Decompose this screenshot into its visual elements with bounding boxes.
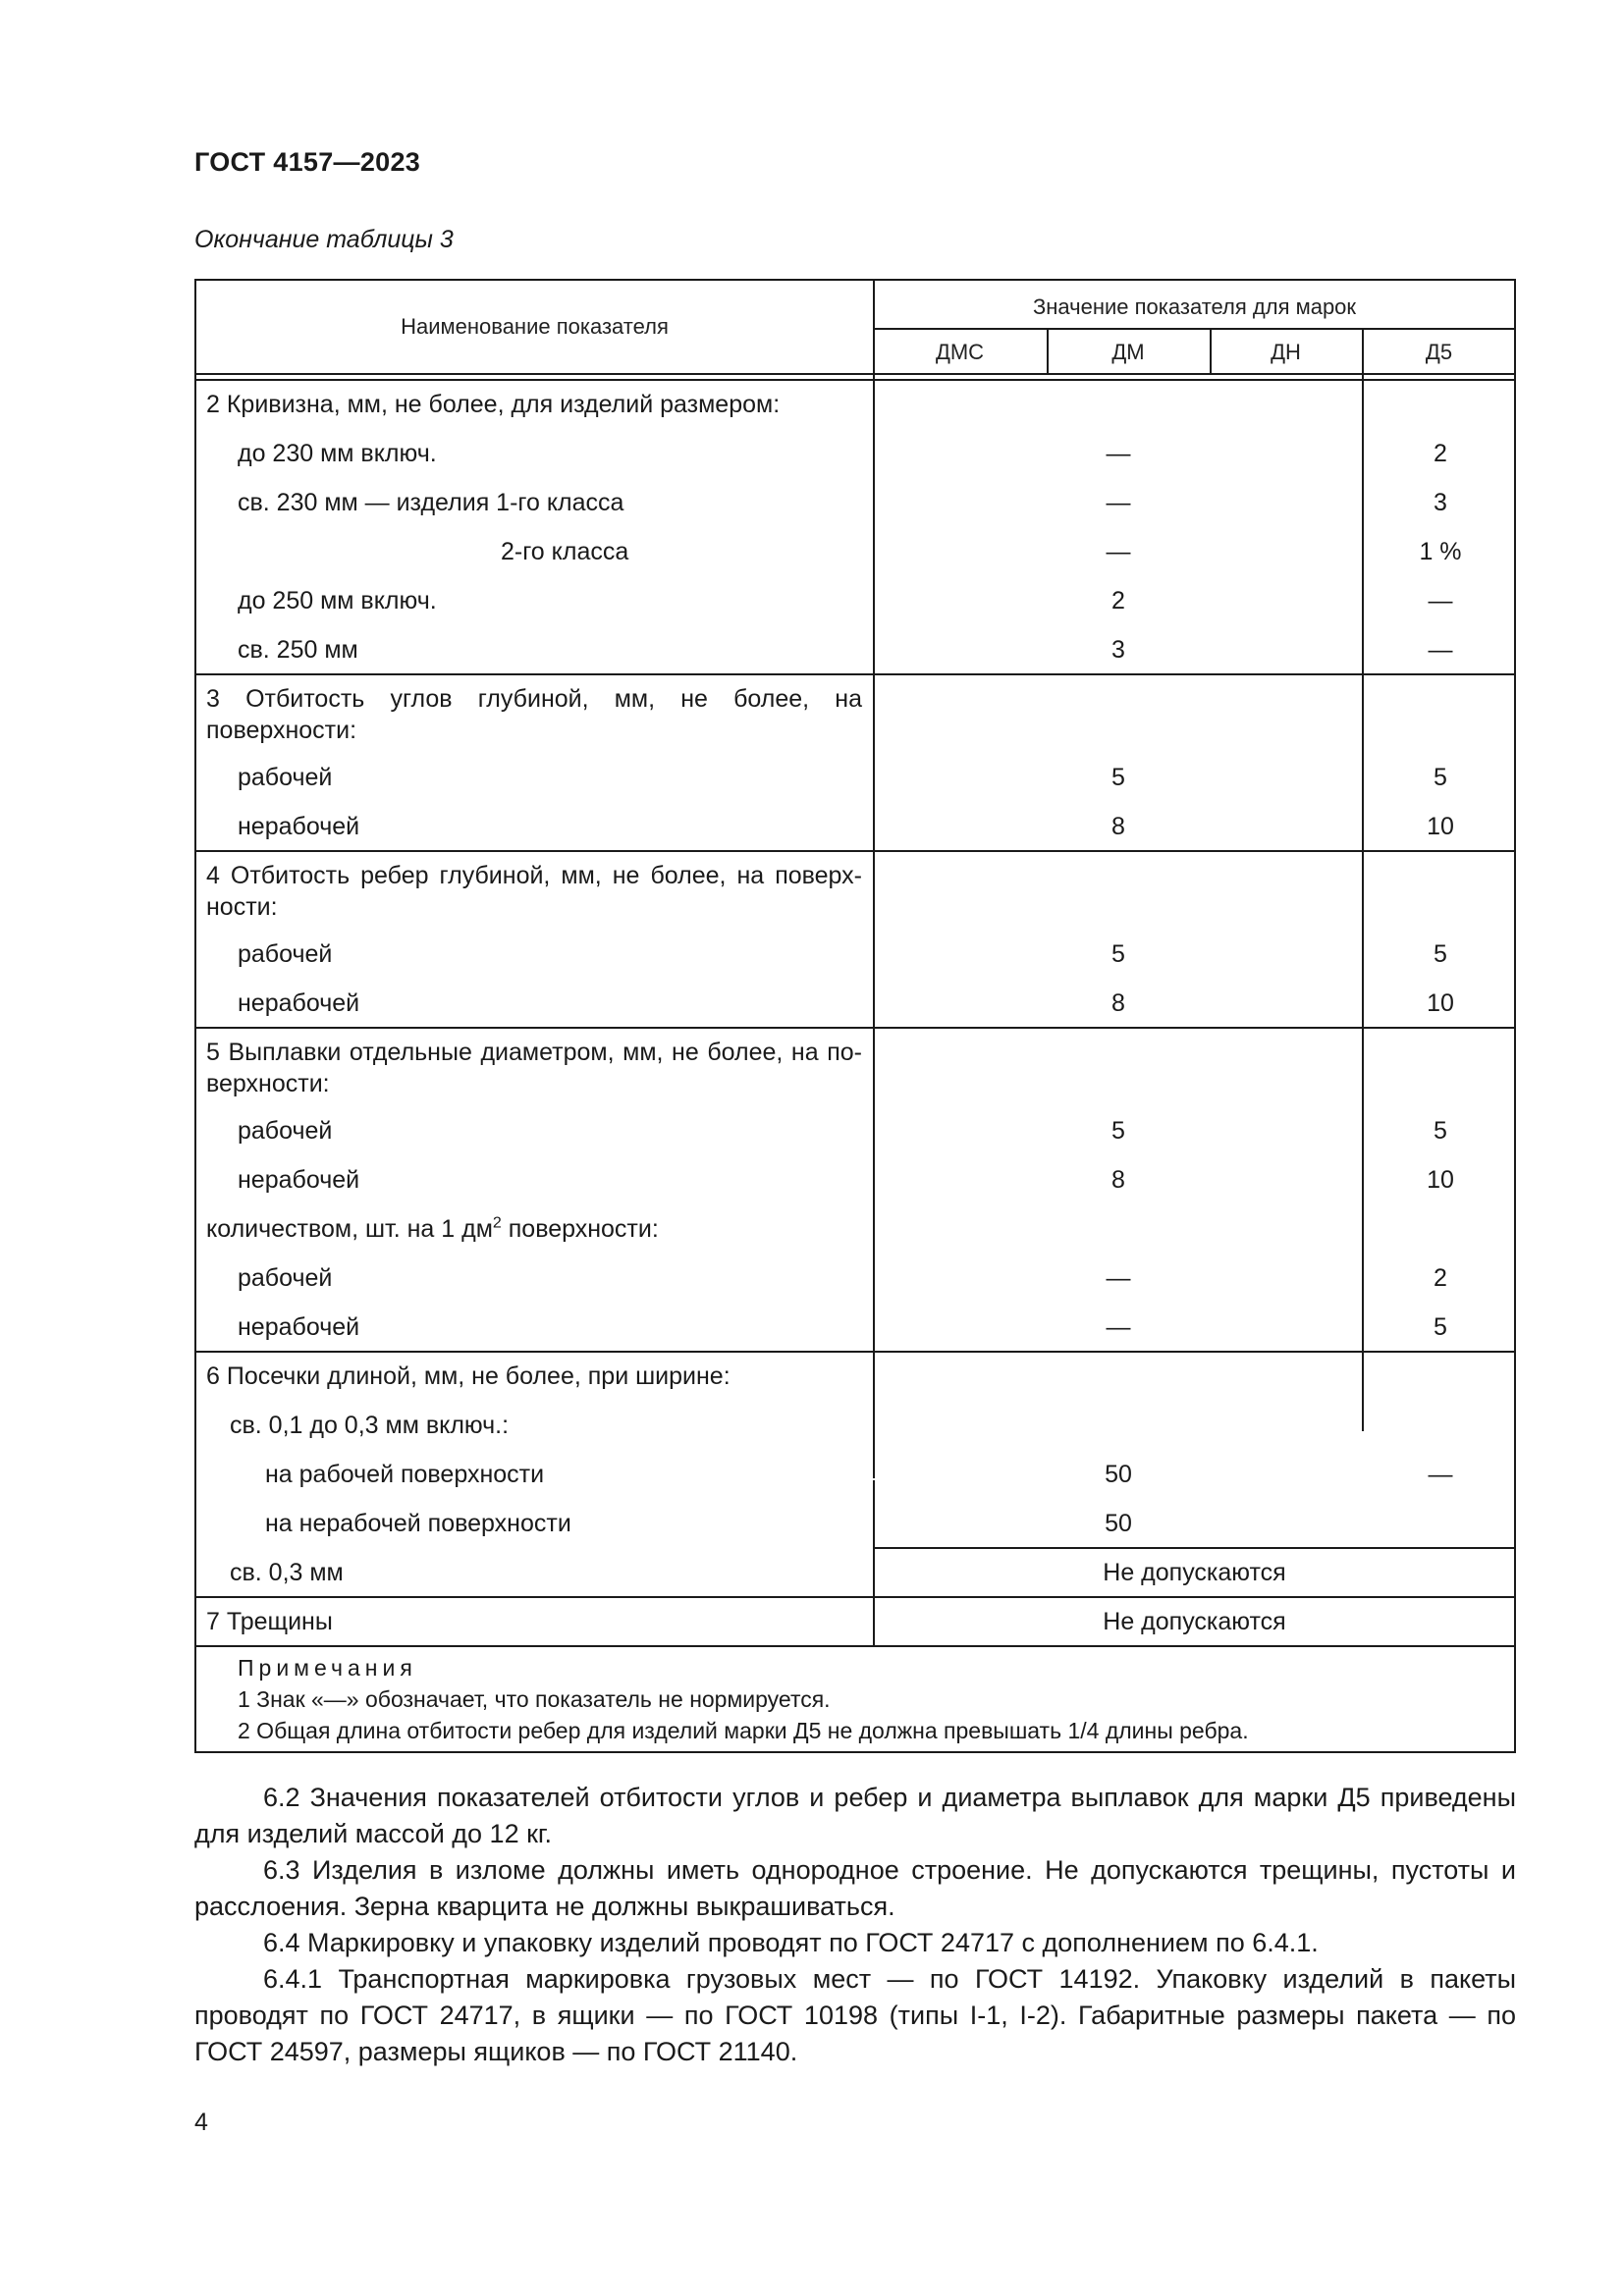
rule-h-r5	[196, 1027, 1514, 1029]
rule-h-notes	[196, 1645, 1514, 1647]
row2e-mid: 3	[1111, 636, 1125, 664]
row6b-label: на нерабочей поверхности	[265, 1510, 571, 1537]
paragraph-6-3: 6.3 Изделия в изломе должны иметь однородное строение. Не допускаются трещины, пустоты и расслоения. Зерна кварцита не должны выкрашиваться.	[194, 1855, 1516, 1921]
row2a-d5: 2	[1434, 440, 1447, 467]
row5d-label: нерабочей	[238, 1313, 360, 1341]
row5-title-line2: верхности:	[206, 1070, 330, 1097]
row4b-mid: 8	[1111, 989, 1125, 1017]
row5-quantity-sup: 2	[492, 1214, 502, 1232]
row5b-label: нерабочей	[238, 1166, 360, 1194]
paragraph-6-2: 6.2 Значения показателей отбитости углов и ребер и диаметра выплавок для марки Д5 приведены для изделий массой до 12 кг.	[194, 1783, 1516, 1848]
row2c-d5: 1 %	[1419, 538, 1462, 565]
row2a-label: до 230 мм включ.	[238, 440, 437, 467]
rule-h-r6	[196, 1351, 1514, 1353]
row2b-mid: —	[1106, 489, 1131, 516]
row2d-label: до 250 мм включ.	[238, 587, 437, 614]
document-code: ГОСТ 4157—2023	[194, 147, 421, 177]
row3-title-line1: 3 Отбитость углов глубиной, мм, не более, на	[206, 685, 862, 713]
row3b-mid: 8	[1111, 813, 1125, 840]
rule-h-group	[873, 328, 1514, 330]
rule-h-head-2	[196, 379, 1514, 381]
rule-h-r4	[196, 850, 1514, 852]
row7-merged: Не допускаются	[1103, 1608, 1286, 1635]
page-number: 4	[194, 2109, 208, 2136]
row6-d5: —	[1428, 1461, 1453, 1488]
row5a-label: рабочей	[238, 1117, 333, 1145]
row2c-mid: —	[1106, 538, 1131, 565]
rule-h-head-1	[196, 373, 1514, 375]
row3-title-line2: поверхности:	[206, 717, 357, 744]
row5d-mid: —	[1106, 1313, 1131, 1341]
rule-v-name	[873, 281, 875, 1478]
row6a-mid: 50	[1105, 1461, 1132, 1488]
row6a-label: на рабочей поверхности	[265, 1461, 545, 1488]
row2a-mid: —	[1106, 440, 1131, 467]
row6c-merged: Не допускаются	[1103, 1559, 1286, 1586]
row3b-d5: 10	[1427, 813, 1454, 840]
row5-quantity-label	[206, 1215, 659, 1244]
rule-h-r3	[196, 673, 1514, 675]
row6-sub: св. 0,1 до 0,3 мм включ.:	[230, 1412, 510, 1439]
rule-h-r7	[196, 1596, 1514, 1598]
row4-title-line1: 4 Отбитость ребер глубиной, мм, не более, на поверх-	[206, 862, 862, 889]
row5a-mid: 5	[1111, 1117, 1125, 1145]
row2d-d5: —	[1428, 587, 1453, 614]
row3a-label: рабочей	[238, 764, 333, 791]
row5-quantity-pre: количеством, шт. на 1 дм	[206, 1215, 493, 1243]
row2e-label: св. 250 мм	[238, 636, 358, 664]
row5-quantity-post: поверхности:	[501, 1215, 659, 1243]
rule-h-r6c	[873, 1547, 1514, 1549]
row6-title: 6 Посечки длиной, мм, не более, при ширине:	[206, 1362, 731, 1390]
row5a-d5: 5	[1434, 1117, 1447, 1145]
rule-v-dn	[1362, 328, 1364, 1431]
row3a-mid: 5	[1111, 764, 1125, 791]
row2b-label: св. 230 мм — изделия 1-го класса	[238, 489, 624, 516]
row5d-d5: 5	[1434, 1313, 1447, 1341]
row4-title-line2: ности:	[206, 893, 278, 921]
row4b-label: нерабочей	[238, 989, 360, 1017]
table-caption: Окончание таблицы 3	[194, 226, 454, 253]
row3a-d5: 5	[1434, 764, 1447, 791]
notes-heading: Примечания	[238, 1655, 417, 1681]
row5b-d5: 10	[1427, 1166, 1454, 1194]
row2d-mid: 2	[1111, 587, 1125, 614]
note-2: 2 Общая длина отбитости ребер для изделий марки Д5 не должна превышать 1/4 длины ребра.	[238, 1718, 1249, 1743]
row2c-label: 2-го класса	[501, 538, 629, 565]
row6b-mid: 50	[1105, 1510, 1132, 1537]
header-col-d5: Д5	[1425, 340, 1453, 364]
row5c-label: рабочей	[238, 1264, 333, 1292]
paragraph-6-4: 6.4 Маркировку и упаковку изделий проводят по ГОСТ 24717 с дополнением по 6.4.1.	[263, 1928, 1319, 1957]
row4a-mid: 5	[1111, 940, 1125, 968]
header-col-dm: ДМ	[1111, 340, 1145, 364]
paragraph-6-4-1: 6.4.1 Транспортная маркировка грузовых мест — по ГОСТ 14192. Упаковку изделий в пакеты проводят по ГОСТ 24717, в ящики — по ГОСТ 10198 (типы I-1, I-2). Габаритные размеры пакета — по ГОСТ 24597, размеры ящиков — по ГОСТ 21140.	[194, 1964, 1516, 2066]
row2b-d5: 3	[1434, 489, 1447, 516]
row4a-d5: 5	[1434, 940, 1447, 968]
header-col-dn: ДН	[1271, 340, 1301, 364]
header-group: Значение показателя для марок	[1032, 294, 1357, 319]
table-3	[194, 279, 1516, 1753]
row2-title: 2 Кривизна, мм, не более, для изделий размером:	[206, 391, 781, 418]
row5-title-line1: 5 Выплавки отдельные диаметром, мм, не более, на по-	[206, 1039, 862, 1066]
row5c-mid: —	[1106, 1264, 1131, 1292]
row5b-mid: 8	[1111, 1166, 1125, 1194]
row4a-label: рабочей	[238, 940, 333, 968]
header-name-col: Наименование показателя	[401, 314, 669, 339]
row6c-label: св. 0,3 мм	[230, 1559, 344, 1586]
header-col-dms: ДМС	[935, 340, 985, 364]
row3b-label: нерабочей	[238, 813, 360, 840]
row5c-d5: 2	[1434, 1264, 1447, 1292]
row4b-d5: 10	[1427, 989, 1454, 1017]
row2e-d5: —	[1428, 636, 1453, 664]
note-1: 1 Знак «—» обозначает, что показатель не нормируется.	[238, 1686, 831, 1712]
row7-title: 7 Трещины	[206, 1608, 333, 1635]
